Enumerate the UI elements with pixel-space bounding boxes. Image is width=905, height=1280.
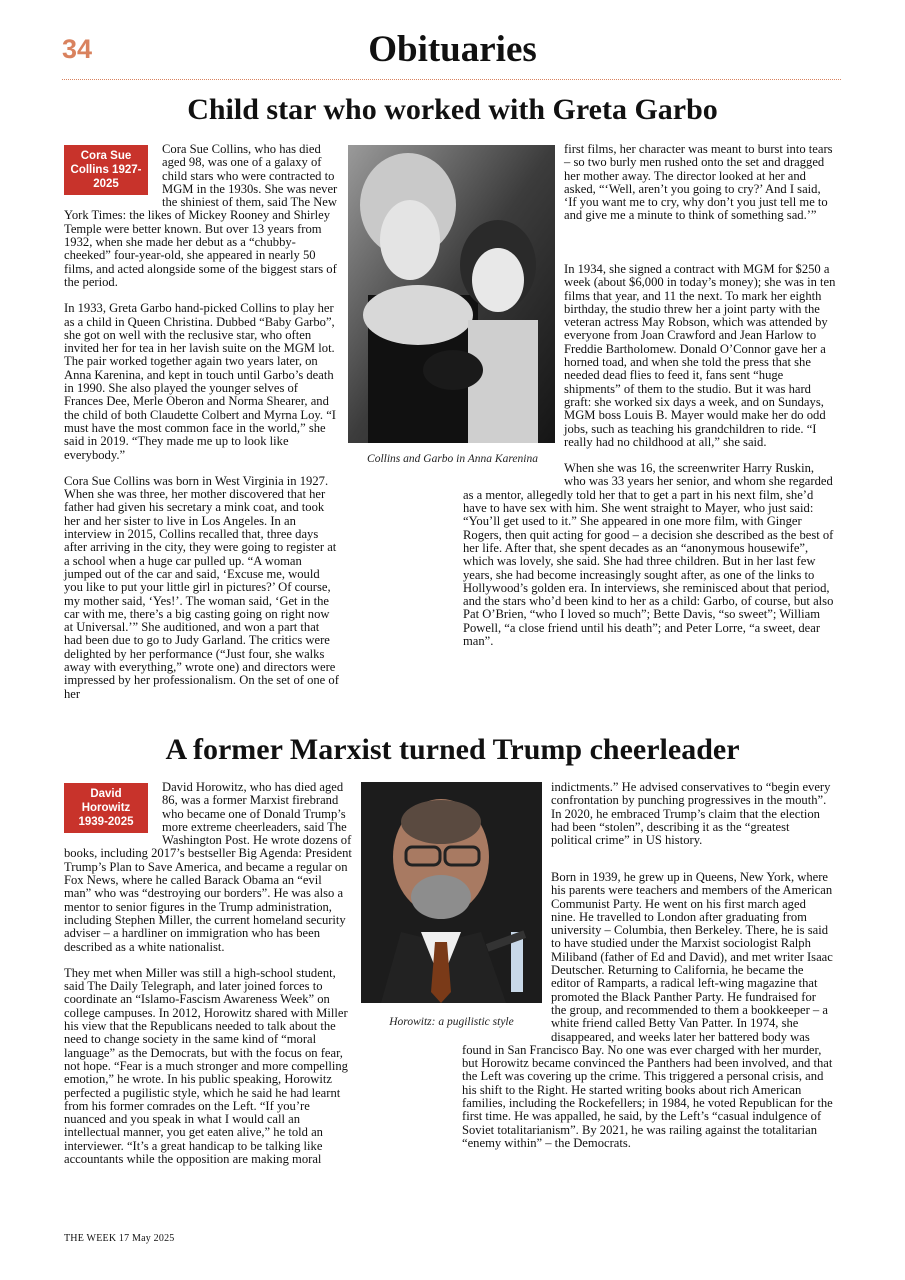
article2-paragraph: They met when Miller was still a high-school student, said The Daily Telegraph, and later joined forces to coordinate an “Islamo-Fascism Awareness Week” on college campuses. In 2012, Horowitz shared with Miller his view that the Republicans needed to talk about the need to change society in the same kind of “moral language” as the Democrats, but with the focus on fear, not hope. “Fear is a much stronger and more compelling emotion,” he wrote. In his public speaking, Horowitz perfected a pugilistic style, which he said he had learnt from his former comrades on the Left. “If you’re nuanced and you speak in what I would call an intellectual manner, you get eaten alive,” he told an interviewer. “It’s a great handicap to be talking like accountants while the opposition are making moral (64, 965, 348, 1167)
article1-paragraph: Cora Sue Collins, who has died aged 98, was one of a galaxy of child stars who were contracted to MGM in the 1930s. She was never the shiniest of them, said The New York Times: the likes of Mickey Rooney and Shirley Temple were better known. But over 13 years from 1932, when she made her debut as a “chubby-cheeked” four-year-old, she appeared in nearly 50 films, and acted alongside some of the biggest stars of the period. (64, 142, 338, 289)
article1-paragraph: In 1934, she signed a contract with MGM for $250 a week (about $6,000 in today’s money); she was in ten films that year, and 11 the next. To mark her eighth birthday, the studio threw her a joint party with the veteran actress May Robson, which was attended by everyone from Joan Crawford and Jean Harlow to Freddie Bartholomew. Donald O’Connor gave her a horned toad, and when she told the press that she needed dead flies to feed it, fans sent “huge shipments” of them to the studio. But it was hard graft: she worked six days a week, and on Sundays, MGM boss Louis B. Mayer would make her do odd jobs, such as teaching his grandchildren to ride. “I really had no childhood at all,” she said. (564, 262, 836, 449)
section-title: Obituaries (368, 29, 537, 70)
article2-caption: Horowitz: a pugilistic style (389, 1016, 514, 1028)
article1-caption: Collins and Garbo in Anna Karenina (367, 453, 538, 465)
article1-paragraph: Cora Sue Collins was born in West Virginia in 1927. When she was three, her mother discovered that her father had given his secretary a mink coat, and took her and her sister to live in Los Angeles. In an interview in 2015, Collins recalled that, three days after arriving in the city, they were going to register at a school when a huge car pulled up. “A woman jumped out of the car and said, ‘Excuse me, would you like to put your little girl in pictures?’ Of course, my mother said, ‘Yes!’. The woman said, ‘Get in the car with me, there’s a big casting going on right now at Universal.’” She auditioned, and won a part that had been due to go to Judy Garland. The critics were delighted by her performance (“Just four, she walks away with everything,” wrote one) and directors were impressed by her professionalism. On the set of one of her (64, 473, 339, 701)
article1-headline: Child star who worked with Greta Garbo (187, 93, 718, 126)
article2-column-left (64, 781, 352, 1179)
article1-paragraph: first films, her character was meant to burst into tears – so two burly men rushed onto the set and dragged her mother away. The director looked at her and asked, “‘Well, aren’t you going to cry?’ And I said, ‘If you want me to cry, why don’t you just tell me to and give me a minute to think of something sad.’” (564, 142, 833, 223)
article2-column-right-top (551, 781, 833, 860)
article2-photo-spacer (462, 871, 551, 1038)
article1-paragraph: In 1933, Greta Garbo hand-picked Collins to play her as a child in Queen Christina. Dubbed “Baby Garbo”, she got on well with the reclusive star, who often invited her for tea in her lavish suite on the MGM lot. The pair worked together again two years later, on Anna Karenina, and kept in touch until Garbo’s death in 1990. She also played the younger selves of Frances Dee, Merle Oberon and Norma Shearer, and the child of both Claudette Colbert and Myrna Loy. “I must have the most common face in the world,” she said in 2019. “They made me up to look like everybody.” (64, 301, 336, 462)
article2-headline: A former Marxist turned Trump cheerleader (165, 733, 740, 766)
article2-paragraph: David Horowitz, who has died aged 86, was a former Marxist firebrand who became one of Donald Trump’s more extreme cheerleaders, said The Washington Post. He wrote dozens of books, including 2017’s bestseller Big Agenda: President Trump’s Plan to Save America, and became a regular on Fox News, where he called Barack Obama an “evil man” who was “destroying our borders”. He was also a mentor to senior figures in the Trump administration, including Stephen Miller, the current homeland security adviser – a hardliner on immigration who has been described as a white nationalist. (64, 780, 352, 954)
article1-photo-spacer (463, 263, 564, 482)
article1-column-right (463, 263, 836, 661)
article1-name-badge: Cora Sue Collins 1927-2025 (64, 145, 148, 195)
article2-column-right (462, 871, 833, 1163)
article1-column-left (64, 143, 339, 714)
article1-column-right-top (564, 143, 836, 236)
page-footer: THE WEEK 17 May 2025 (64, 1233, 175, 1244)
article2-name-badge: David Horowitz 1939-2025 (64, 783, 148, 833)
article2-paragraph: Born in 1939, he grew up in Queens, New York, where his parents were teachers and members of the American Communist Party. He went on his first march aged nine. He travelled to London after graduating from university – Columbia, then Berkeley. There, he is said to have studied under the Marxist sociologist Ralph Miliband (father of Ed and David), and met writer Isaac Deutscher. Returning to California, he became the editor of Ramparts, a radical left-wing magazine that promoted the Black Panther Party. He fundraised for the group, and recommended to them a bookkeeper – a white friend called Betty Van Patter. In 1974, she disappeared, and weeks later her battered body was found in San Francisco Bay. No one was ever charged with her murder, but Horowitz became convinced the Panthers had been involved, and that the Left was covering up the crime. This triggered a personal crisis, and his shift to the Right. He started writing books about rich American families, including the Rockefellers; in 1984, he voted Republican for the first time. He was appalled, he said, by the Left’s “casual indulgence of Soviet totalitarianism”. By 2021, he was railing against the totalitarian “enemy within” – the Democrats. (462, 870, 833, 1150)
article2-paragraph: indictments.” He advised conservatives to “begin every confrontation by punching progressives in the mouth”. In 2020, he embraced Trump’s claim that the election had been “stolen”, describing it as the “greatest political crime” in US history. (551, 780, 831, 848)
article1-paragraph: When she was 16, the screenwriter Harry Ruskin, who was 33 years her senior, and whom she regarded as a mentor, allegedly told her that to get a part in his next film, she’d have to have sex with him. She went straight to Mayer, who just said: “You’ll get used to it.” She appeared in one more film, with Ginger Rogers, then quit acting for good – a decision she described as the best of her life. After that, she spent decades as an “anonymous housewife”, which was lovely, she said. She had three children. But in her last few years, she had become increasingly sought after, as one of the links to Hollywood’s golden era. In interviews, she reminisced about that period, and the stars who’d been kind to her as a child: Garbo, of course, but also Pat O’Brien, “who I loved so much”; Bette Davis, “so sweet”; William Powell, “a close friend until his death”; and Peter Lorre, “a sweet, dear man”. (463, 461, 834, 649)
header-divider (62, 79, 841, 80)
page-number: 34 (62, 34, 93, 64)
